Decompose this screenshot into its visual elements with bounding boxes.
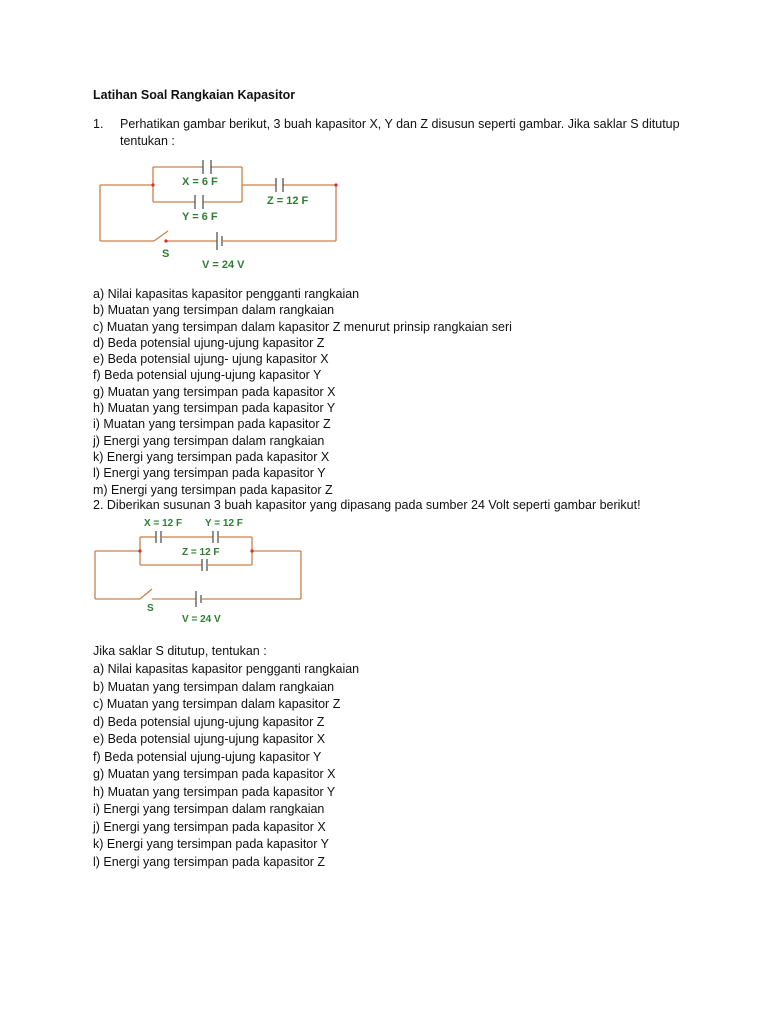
capacitor-y-label: Y = 6 F [182,211,218,223]
list-item: l) Energi yang tersimpan pada kapasitor Z [93,854,326,869]
list-item: i) Energi yang tersimpan dalam rangkaian [93,802,325,816]
capacitor-z-label: Z = 12 F [267,195,309,207]
voltage-label: V = 24 V [202,259,245,271]
list-item: e) Beda potensial ujung-ujung kapasitor X [93,732,326,746]
list-item: a) Nilai kapasitas kapasitor pengganti rangkaian [93,662,360,676]
question-1-subquestions [93,286,512,498]
list-item: k) Energi yang tersimpan pada kapasitor Y [93,837,330,851]
list-item: c) Muatan yang tersimpan dalam kapasitor Z menurut prinsip rangkaian seri [93,319,512,334]
list-item: i) Muatan yang tersimpan pada kapasitor Z [93,417,331,432]
list-item: d) Beda potensial ujung-ujung kapasitor Z [93,335,325,350]
junction-dot [151,183,154,186]
voltage-label: V = 24 V [182,614,221,625]
list-item: h) Muatan yang tersimpan pada kapasitor Y [93,784,336,799]
list-item: c) Muatan yang tersimpan dalam kapasitor Z [93,697,341,711]
list-item: k) Energi yang tersimpan pada kapasitor X [93,449,330,464]
question-1-number: 1. [93,117,104,131]
list-item: d) Beda potensial ujung-ujung kapasitor Z [93,714,325,729]
junction-dot [164,239,167,242]
list-item: g) Muatan yang tersimpan pada kapasitor X [93,767,336,781]
question-2-text: 2. Diberikan susunan 3 buah kapasitor yang dipasang pada sumber 24 Volt seperti gambar berikut! [93,498,641,512]
junction-dot [334,183,337,186]
list-item: b) Muatan yang tersimpan dalam rangkaian [93,303,335,318]
switch-s-label: S [162,248,170,260]
capacitor-y-label: Y = 12 F [205,518,243,529]
list-item: h) Muatan yang tersimpan pada kapasitor Y [93,401,336,416]
list-item: e) Beda potensial ujung- ujung kapasitor X [93,352,329,367]
list-item: j) Energi yang tersimpan dalam rangkaian [93,433,325,448]
document-title: Latihan Soal Rangkaian Kapasitor [93,88,296,102]
capacitor-z-label: Z = 12 F [182,547,220,558]
list-item: g) Muatan yang tersimpan pada kapasitor X [93,384,336,399]
list-item: f) Beda potensial ujung-ujung kapasitor Y [93,368,322,383]
capacitor-x-label: X = 6 F [182,176,218,188]
list-item: m) Energi yang tersimpan pada kapasitor Z [93,482,333,497]
question-1-text: Perhatikan gambar berikut, 3 buah kapasitor X, Y dan Z disusun seperti gambar. Jika saklar S ditutup tentukan : [120,117,680,148]
list-item: b) Muatan yang tersimpan dalam rangkaian [93,679,335,694]
capacitor-x-label: X = 12 F [144,518,183,529]
junction-dot [138,549,141,552]
switch-s [140,589,152,599]
circuit-diagram-2 [90,515,310,630]
junction-dot [250,549,253,552]
list-item: f) Beda potensial ujung-ujung kapasitor Y [93,749,322,764]
circuit-diagram-1 [90,155,350,275]
question-2-intro: Jika saklar S ditutup, tentukan : [93,644,267,658]
list-item: j) Energi yang tersimpan pada kapasitor X [93,819,326,834]
question-2-subquestions [93,661,359,871]
list-item: a) Nilai kapasitas kapasitor pengganti rangkaian [93,287,360,301]
switch-s-label: S [147,603,154,614]
list-item: l) Energi yang tersimpan pada kapasitor Y [93,466,326,481]
